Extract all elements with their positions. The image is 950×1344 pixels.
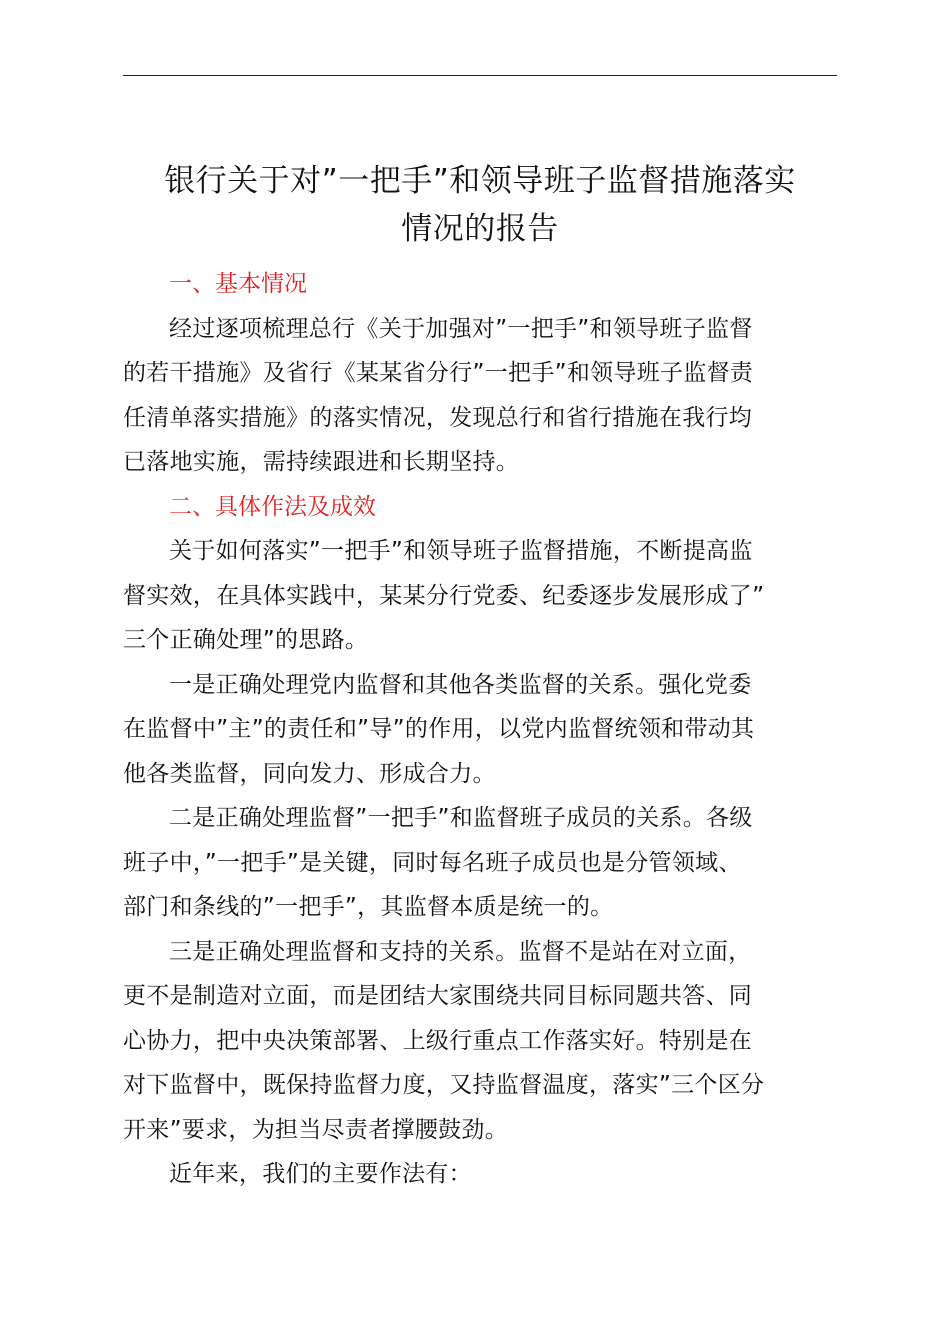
text-line: 他各类监督，同向发力、形成合力。 (123, 760, 496, 787)
section-heading-basic-situation: 一、基本情况 (169, 271, 307, 297)
paragraph-point-one (123, 663, 837, 797)
text-line: 三是正确处理监督和支持的关系。监督不是站在对立面， (169, 938, 752, 965)
paragraph-intro (123, 529, 837, 663)
text-line: 经过逐项梳理总行《关于加强对”一把手”和领导班子监督 (169, 315, 753, 342)
text-line: 部门和条线的”一把手”，其监督本质是统一的。 (123, 894, 614, 920)
text-line: 在监督中”主”的责任和”导”的作用，以党内监督统领和带动其 (123, 716, 755, 742)
section-heading-practices: 二、具体作法及成效 (169, 493, 376, 520)
paragraph-point-two (123, 796, 837, 930)
document-body (123, 262, 837, 1197)
header-rule (123, 75, 837, 76)
paragraph-main-practices-lead (123, 1152, 837, 1197)
text-line: 的若干措施》及省行《某某省分行”一把手”和领导班子监督责 (123, 360, 754, 386)
title-line-2: 情况的报告 (401, 210, 559, 247)
text-line: 一是正确处理党内监督和其他各类监督的关系。强化党委 (169, 671, 752, 698)
text-line: 三个正确处理”的思路。 (123, 627, 369, 653)
text-line: 督实效，在具体实践中，某某分行党委、纪委逐步发展形成了” (123, 582, 765, 609)
document-title (110, 157, 850, 253)
text-line: 近年来，我们的主要作法有： (169, 1161, 472, 1187)
text-line: 更不是制造对立面，而是团结大家围绕共同目标同题共答、同 (123, 983, 753, 1009)
text-line: 关于如何落实”一把手”和领导班子监督措施，不断提高监 (169, 538, 753, 564)
text-line: 已落地实施，需持续跟进和长期坚持。 (123, 449, 520, 475)
title-line-1: 银行关于对”一把手”和领导班子监督措施落实 (164, 162, 796, 199)
text-line: 二是正确处理监督”一把手”和监督班子成员的关系。各级 (169, 805, 753, 831)
paragraph-basic-situation (123, 307, 837, 485)
paragraph-point-three (123, 930, 837, 1153)
text-line: 对下监督中，既保持监督力度，又持监督温度，落实”三个区分 (123, 1072, 765, 1098)
text-line: 班子中，”一把手”是关键，同时每名班子成员也是分管领域、 (123, 849, 742, 876)
text-line: 任清单落实措施》的落实情况，发现总行和省行措施在我行均 (123, 404, 753, 431)
text-line: 开来”要求，为担当尽责者撑腰鼓劲。 (123, 1116, 509, 1143)
text-line: 心协力，把中央决策部署、上级行重点工作落实好。特别是在 (123, 1027, 753, 1054)
